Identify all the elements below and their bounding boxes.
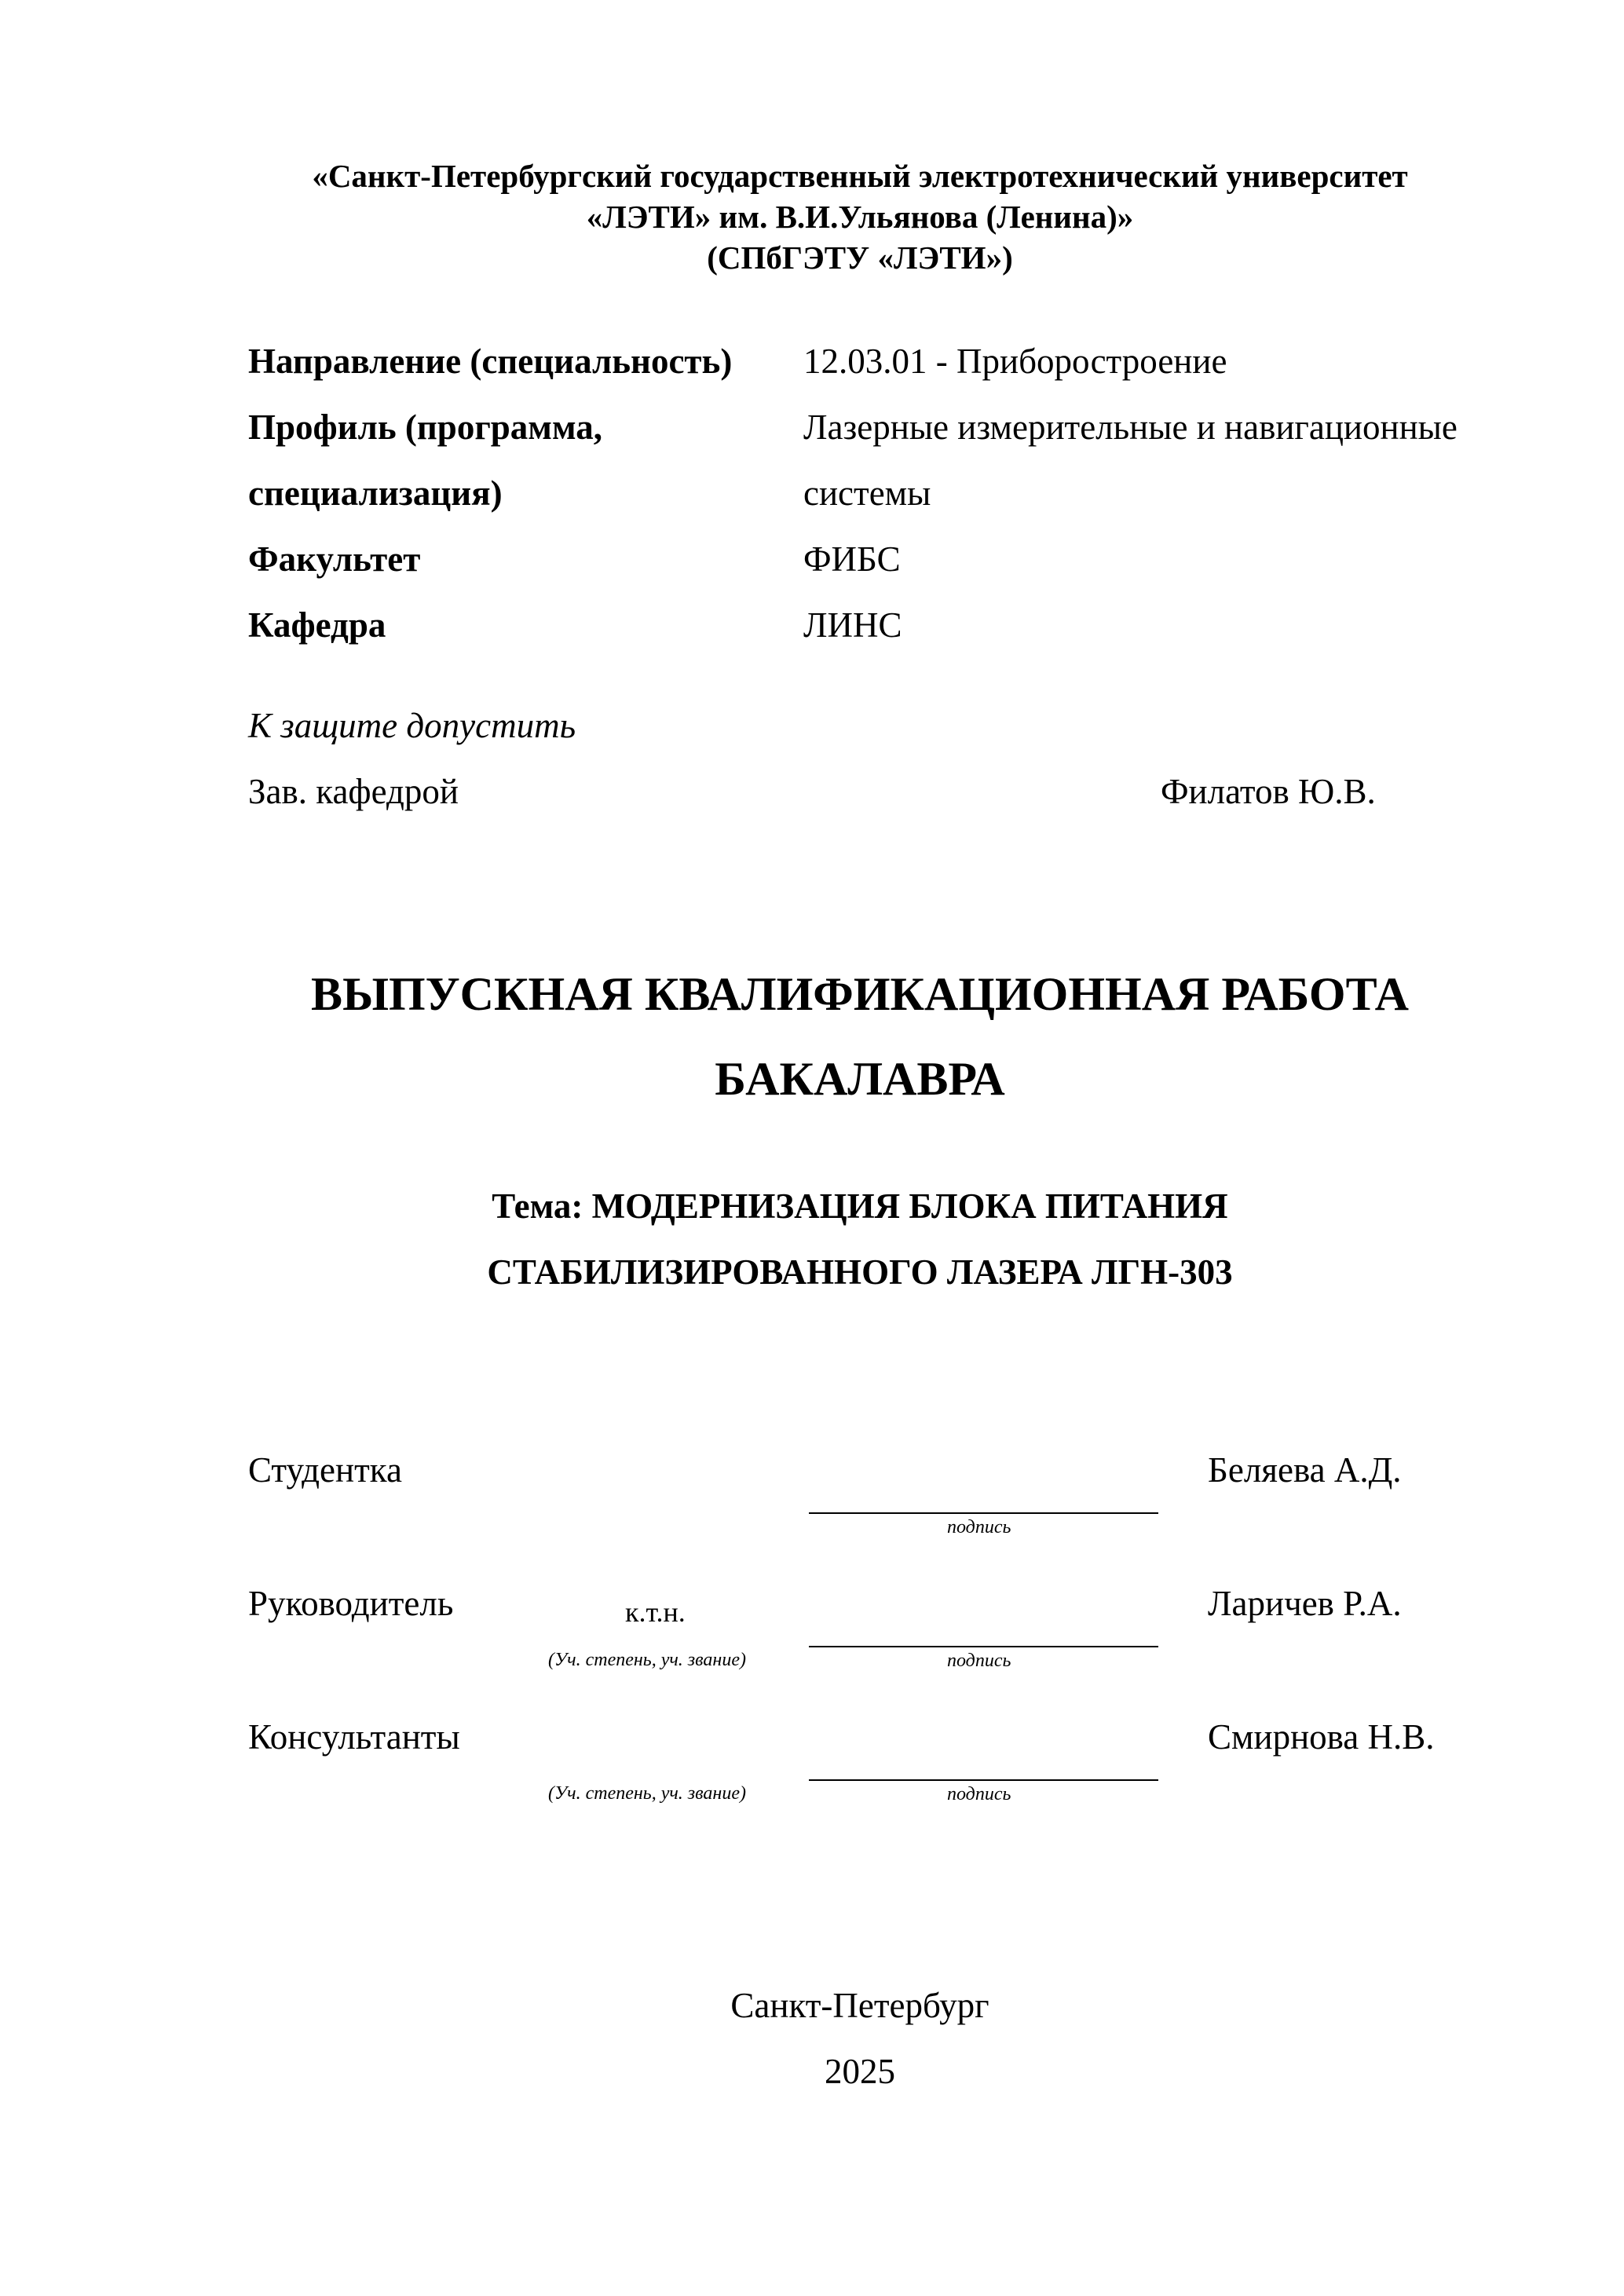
year: 2025	[825, 2052, 895, 2091]
faculty-label: Факультет	[248, 539, 421, 579]
document-title-line2: БАКАЛАВРА	[715, 1053, 1005, 1105]
university-abbreviation: (СПбГЭТУ «ЛЭТИ»)	[707, 239, 1013, 276]
university-name-line2: «ЛЭТИ» им. В.И.Ульянова (Ленина)»	[586, 199, 1134, 235]
supervisor-signature-line	[809, 1646, 1158, 1647]
consultant-signature-caption: подпись	[947, 1784, 1011, 1804]
university-name-line1: «Санкт-Петербургский государственный электротехнический университет	[312, 158, 1408, 194]
profile-label-line1: Профиль (программа,	[248, 408, 603, 447]
head-of-department-role: Зав. кафедрой	[248, 772, 459, 811]
head-of-department-name: Филатов Ю.В.	[1161, 772, 1376, 811]
consultant-signature-line	[809, 1779, 1158, 1781]
city: Санкт-Петербург	[730, 1986, 989, 2025]
consultants-role: Консультанты	[248, 1717, 460, 1757]
supervisor-name: Ларичев Р.А.	[1208, 1584, 1402, 1623]
topic-line1: Тема: МОДЕРНИЗАЦИЯ БЛОКА ПИТАНИЯ	[492, 1186, 1228, 1226]
student-signature-line	[809, 1512, 1158, 1514]
profile-value-line1: Лазерные измерительные и навигационные	[803, 408, 1458, 447]
topic-line2: СТАБИЛИЗИРОВАННОГО ЛАЗЕРА ЛГН-303	[487, 1252, 1233, 1292]
supervisor-degree: к.т.н.	[625, 1596, 686, 1628]
student-name: Беляева А.Д.	[1208, 1450, 1402, 1490]
supervisor-role: Руководитель	[248, 1584, 454, 1623]
profile-value-line2: системы	[803, 473, 931, 513]
supervisor-signature-caption: подпись	[947, 1651, 1011, 1671]
admit-to-defense: К защите допустить	[248, 706, 576, 745]
supervisor-degree-caption: (Уч. степень, уч. звание)	[548, 1650, 746, 1670]
consultant-degree-caption: (Уч. степень, уч. звание)	[548, 1783, 746, 1804]
profile-label-line2: специализация)	[248, 473, 503, 513]
student-signature-caption: подпись	[947, 1517, 1011, 1537]
consultant-name: Смирнова Н.В.	[1208, 1717, 1435, 1757]
department-value: ЛИНС	[803, 605, 902, 645]
department-label: Кафедра	[248, 605, 386, 645]
direction-value: 12.03.01 - Приборостроение	[803, 342, 1227, 381]
document-title-line1: ВЫПУСКНАЯ КВАЛИФИКАЦИОННАЯ РАБОТА	[311, 968, 1409, 1020]
direction-label: Направление (специальность)	[248, 342, 733, 381]
student-role: Студентка	[248, 1450, 402, 1490]
faculty-value: ФИБС	[803, 539, 901, 579]
